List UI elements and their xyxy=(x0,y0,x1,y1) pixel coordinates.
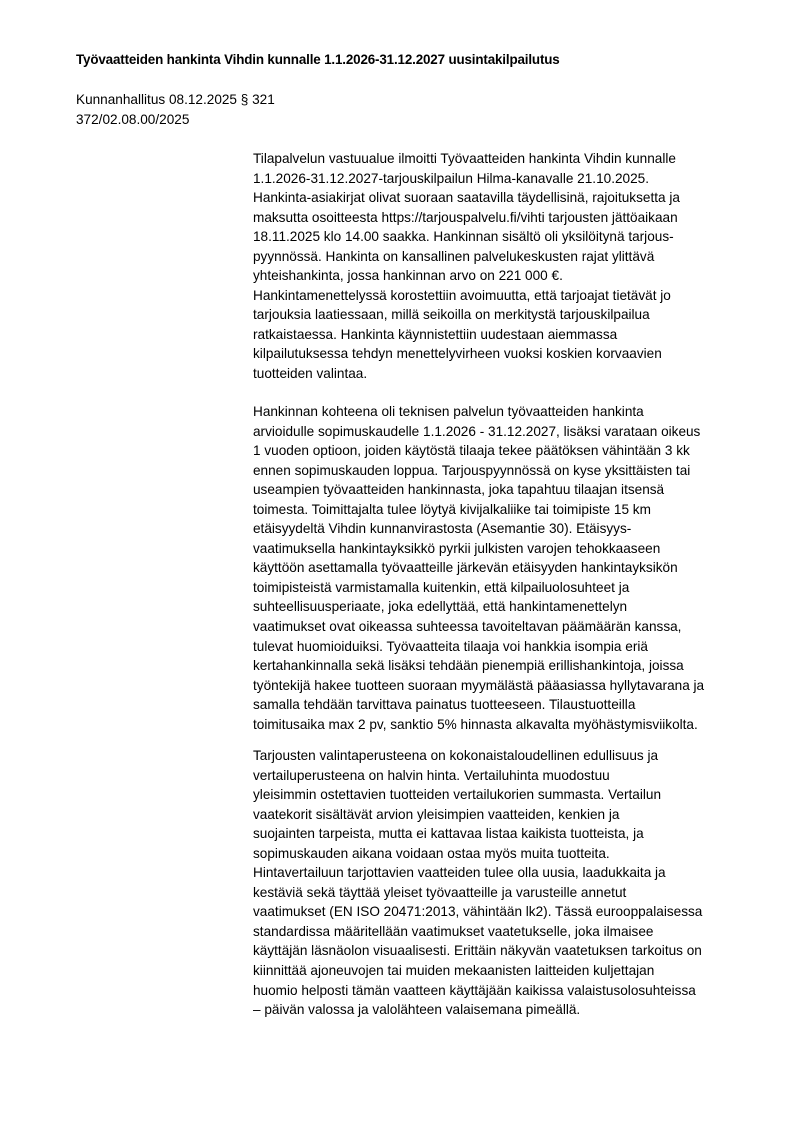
paragraph-line: käyttäjän läsnäolon visuaalisesti. Erittäin näkyvän vaatetuksen tarkoitus on xyxy=(253,943,702,959)
paragraph-line: työntekijä hakee tuotteen suoraan myymälästä pääasiassa hyllytavarana ja xyxy=(253,677,705,693)
paragraph-line: kiinnittää ajoneuvojen tai muiden mekaanisten laitteiden kuljettajan xyxy=(253,963,655,979)
paragraph-line: 18.11.2025 klo 14.00 saakka. Hankinnan sisältö oli yksilöitynä tarjous- xyxy=(253,229,674,245)
paragraph-line: tuotteiden valintaa. xyxy=(253,366,368,382)
paragraph-line: kertahankinnalla sekä lisäksi tehdään pienempiä erillishankintoja, joissa xyxy=(253,658,684,674)
paragraph-line: vaatekorit sisältävät arvion yleisimpien vaatteiden, kenkien ja xyxy=(253,806,620,822)
paragraph-line: 1.1.2026-31.12.2027-tarjouskilpailun Hilma-kanavalle 21.10.2025. xyxy=(253,170,649,186)
paragraph-line: huomio helposti tämän vaatteen käyttäjään kaikissa valaistusolosuhteissa xyxy=(253,982,696,998)
record-number: 372/02.08.00/2025 xyxy=(76,111,190,127)
paragraph-line: Tarjousten valintaperusteena on kokonaistaloudellinen edullisuus ja xyxy=(253,748,659,763)
paragraph xyxy=(253,746,702,1020)
paragraph-line: maksutta osoitteesta https://tarjouspalvelu.fi/vihti tarjousten jättöaikaan xyxy=(253,209,678,225)
paragraph-line: yhteishankinta, jossa hankinnan arvo on 221 000 €. xyxy=(253,268,563,284)
paragraph-line: Hankinta-asiakirjat olivat suoraan saatavilla täydellisinä, rajoituksetta ja xyxy=(253,190,680,206)
paragraph-line: toimesta. Toimittajalta tulee löytyä kivijalkaliike tai toimipiste 15 km xyxy=(253,501,651,517)
paragraph-line: pyynnössä. Hankinta on kansallinen palvelukeskusten rajat ylittävä xyxy=(253,248,655,264)
paragraph-line: standardissa määritellään vaatimukset vaatetukselle, joka ilmaisee xyxy=(253,923,654,939)
paragraph xyxy=(253,149,680,384)
paragraph-line: tarjouksia laatiessaan, millä seikoilla on merkitystä tarjouskilpailua xyxy=(253,307,650,323)
paragraph-line: vaatimukset ovat oikeassa suhteessa tavoiteltavan päämäärän kanssa, xyxy=(253,619,682,635)
document-meta xyxy=(76,90,275,129)
paragraph-line: Hankintamenettelyssä korostettiin avoimuutta, että tarjoajat tietävät jo xyxy=(253,287,671,303)
paragraph-line: Hintavertailuun tarjottavien vaatteiden tulee olla uusia, laadukkaita ja xyxy=(253,865,666,881)
paragraph-line: suhteellisuusperiaate, joka edellyttää, että hankintamenettelyn xyxy=(253,599,628,615)
paragraph-line: tulevat huomioiduiksi. Työvaatteita tilaaja voi hankkia isompia eriä xyxy=(253,638,648,654)
document-title: Työvaatteiden hankinta Vihdin kunnalle 1.1.2026-31.12.2027 uusintakilpailutus xyxy=(76,52,560,67)
paragraph-line: Hankinnan kohteena oli teknisen palvelun työvaatteiden hankinta xyxy=(253,404,644,419)
paragraph-line: kestäviä sekä täyttää yleiset työvaatteille ja varusteille annetut xyxy=(253,884,627,900)
meeting-reference: Kunnanhallitus 08.12.2025 § 321 xyxy=(76,92,275,107)
paragraph-line: toimitusaika max 2 pv, sanktio 5% hinnasta alkavalta myöhästymisviikolta. xyxy=(253,716,698,732)
paragraph-line: arvioidulle sopimuskaudelle 1.1.2026 - 31.12.2027, lisäksi varataan oikeus xyxy=(253,423,701,439)
paragraph-line: samalla tehdään tarvittava painatus tuotteeseen. Tilaustuotteilla xyxy=(253,697,636,713)
paragraph-line: – päivän valossa ja valolähteen valaisemana pimeällä. xyxy=(253,1002,581,1018)
paragraph-line: vertailuperusteena on halvin hinta. Vertailuhinta muodostuu xyxy=(253,767,610,783)
paragraph-line: suojainten tarpeista, mutta ei kattavaa listaa kaikista tuotteista, ja xyxy=(253,826,644,842)
paragraph-line: vaatimuksella hankintayksikkö pyrkii julkisten varojen tehokkaaseen xyxy=(253,540,661,556)
paragraph-line: toimipisteistä varmistamalla kuitenkin, että kilpailuolosuhteet ja xyxy=(253,579,630,595)
paragraph-line: useampien työvaatteiden hankinnasta, joka tapahtuu tilaajan itsensä xyxy=(253,482,665,498)
paragraph-line: sopimuskauden aikana voidaan ostaa myös muita tuotteita. xyxy=(253,845,610,861)
paragraph-line: vaatimukset (EN ISO 20471:2013, vähintään lk2). Tässä eurooppalaisessa xyxy=(253,904,703,920)
paragraph-line: Tilapalvelun vastuualue ilmoitti Työvaatteiden hankinta Vihdin kunnalle xyxy=(253,151,676,166)
paragraph-line: ennen sopimuskauden loppua. Tarjouspyynnössä on kyse yksittäisten tai xyxy=(253,462,691,478)
paragraph-line: ratkaistaessa. Hankinta käynnistettiin uudestaan aiemmassa xyxy=(253,326,618,342)
paragraph xyxy=(253,402,704,734)
paragraph-line: 1 vuoden optioon, joiden käytöstä tilaaja tekee päätöksen vähintään 3 kk xyxy=(253,443,690,459)
paragraph-line: käyttöön asettamalla työvaatteille järkevän etäisyyden hankintayksikön xyxy=(253,560,678,576)
paragraph-line: kilpailutuksessa tehdyn menettelyvirheen vuoksi koskien korvaavien xyxy=(253,346,662,362)
paragraph-line: etäisyydeltä Vihdin kunnanvirastosta (Asemantie 30). Etäisyys- xyxy=(253,521,632,537)
paragraph-line: yleisimmin ostettavien tuotteiden vertailukorien summasta. Vertailun xyxy=(253,787,662,803)
